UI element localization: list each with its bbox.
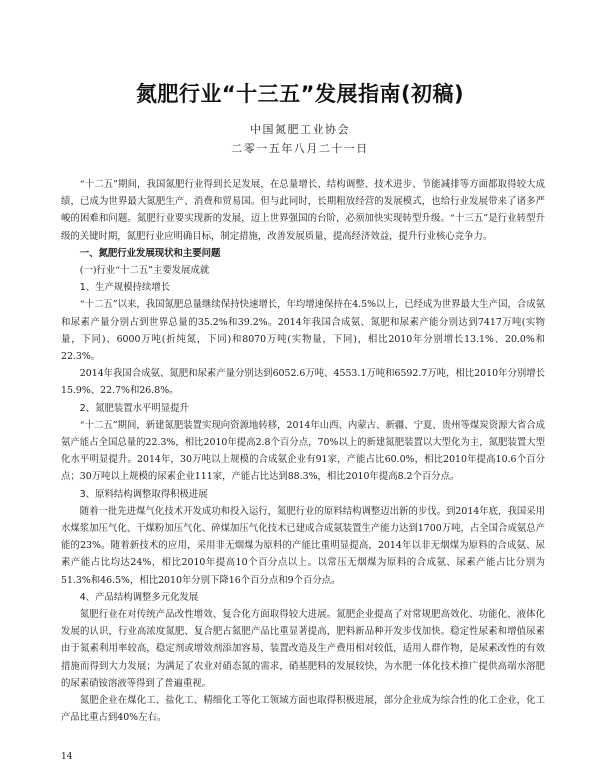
paragraph-product-structure: 氮肥行业在对传统产品改性增效、复合化方面取得较大进展。氮肥企业提高了对常规肥高效化、功能化、液体化发展的认识，行业高浓度氮肥、复合肥占氮肥产品比重显著提高，肥料新品种开发步伐加快。稳定性尿素和增值尿素由于氮素利用率较高，稳定剂或增效剂添加容易，装置改造及生产费用相对较低，适用人群作物，是尿素改性的有效措施而得到大力发展；为满足了农业对硝态氮的需求，硝基肥料的发展较快，为水肥一体化技术推广提供高端水溶肥的尿素硝铵溶液等得到了普遍重视。: [61, 609, 545, 689]
section-heading: 一、氮肥行业发展现状和主要问题: [79, 247, 221, 259]
item-heading-production-scale: 1、生产规模持续增长: [79, 282, 171, 294]
document-body: [61, 176, 545, 727]
item-heading-product-structure: 4、产品结构调整多元化发展: [79, 591, 199, 603]
paragraph-chemical-industry: 氮肥企业在煤化工、盐化工、精细化工等化工领域方面也取得积极进展，部分企业成为综合性的化工企业，化工产品比重占到40%左右。: [61, 695, 545, 724]
document-date: 二零一五年八月二十一日: [231, 142, 369, 155]
paragraph-equipment-level: “十二五”期间，新建氮肥装置实现向资源地转移，2014年山西、内蒙古、新疆、宁夏、贵州等煤炭资源大省合成氨产能占全国总量的22.3%，相比2010年提高2.8个百分点，70%以上的新建氮肥装置以大型化为主，氮肥装置大型化水平明显提升。2014年，30万吨以上规模的合成氨企业有91家，产能占比60.0%，相比2010年提高10.6个百分点；30万吨以上规模的尿素企业111家，产能占比达到88.3%，相比2010年提高8.2个百分点。: [61, 419, 545, 483]
paragraph-raw-material: 随着一批先进煤气化技术开发成功和投入运行，氮肥行业的原料结构调整迈出新的步伐。到2014年底，我国采用水煤浆加压气化、干煤粉加压气化、碎煤加压气化技术已建成合成氨装置生产能力达到1700万吨，占全国合成氨总产能的23%。随着新技术的应用，采用非无烟煤为原料的产能比重明显提高，2014年以非无烟煤为原料的合成氨、尿素产能占比均达24%，相比2010年提高10个百分点以上。以常压无烟煤为原料的合成氨、尿素产能占比分别为51.3%和46.5%，相比2010年分别下降16个百分点和9个百分点。: [61, 505, 545, 586]
subsection-heading: (一)行业“十二五”主要发展成就: [79, 265, 210, 277]
item-heading-raw-material: 3、原料结构调整取得积极进展: [79, 488, 208, 500]
item-heading-equipment-level: 2、氮肥装置水平明显提升: [79, 402, 189, 414]
document-title: 氮肥行业“十三五”发展指南(初稿): [135, 82, 465, 106]
paragraph-production-scale: “十二五”以来，我国氮肥总量继续保持快速增长，年均增速保持在4.5%以上，已经成为世界最大生产国，合成氨和尿素产量分别占到世界总量的35.2%和39.2%。2014年我国合成氨、氮肥和尿素产能分别达到7417万吨(实物量，下同)、6000万吨(折纯氮，下同)和8070万吨(实物量，下同)，相比2010年分别增长13.1%、20.0%和22.3%。: [61, 299, 545, 363]
page-number: 14: [61, 752, 73, 762]
organization-name: 中国氮肥工业协会: [250, 123, 350, 136]
paragraph-output-2014: 2014年我国合成氨、氮肥和尿素产量分别达到6052.6万吨、4553.1万吨和6592.7万吨，相比2010年分别增长15.9%、22.7%和26.8%。: [61, 368, 545, 397]
intro-paragraph: “十二五”期间，我国氮肥行业得到长足发展，在总量增长、结构调整、技术进步、节能减排等方面都取得较大成绩，已成为世界最大氮肥生产、消费和贸易国。但与此同时，长期粗放经营的发展模式，也给行业发展带来了诸多严峻的困难和问题。氮肥行业要实现新的发展，迈上世界强国的台阶，必须加快实现转型升级。“十三五”是行业转型升级的关键时期，氮肥行业应明确目标，制定措施，改善发展质量，提高经济效益，提升行业核心竞争力。: [61, 179, 545, 242]
